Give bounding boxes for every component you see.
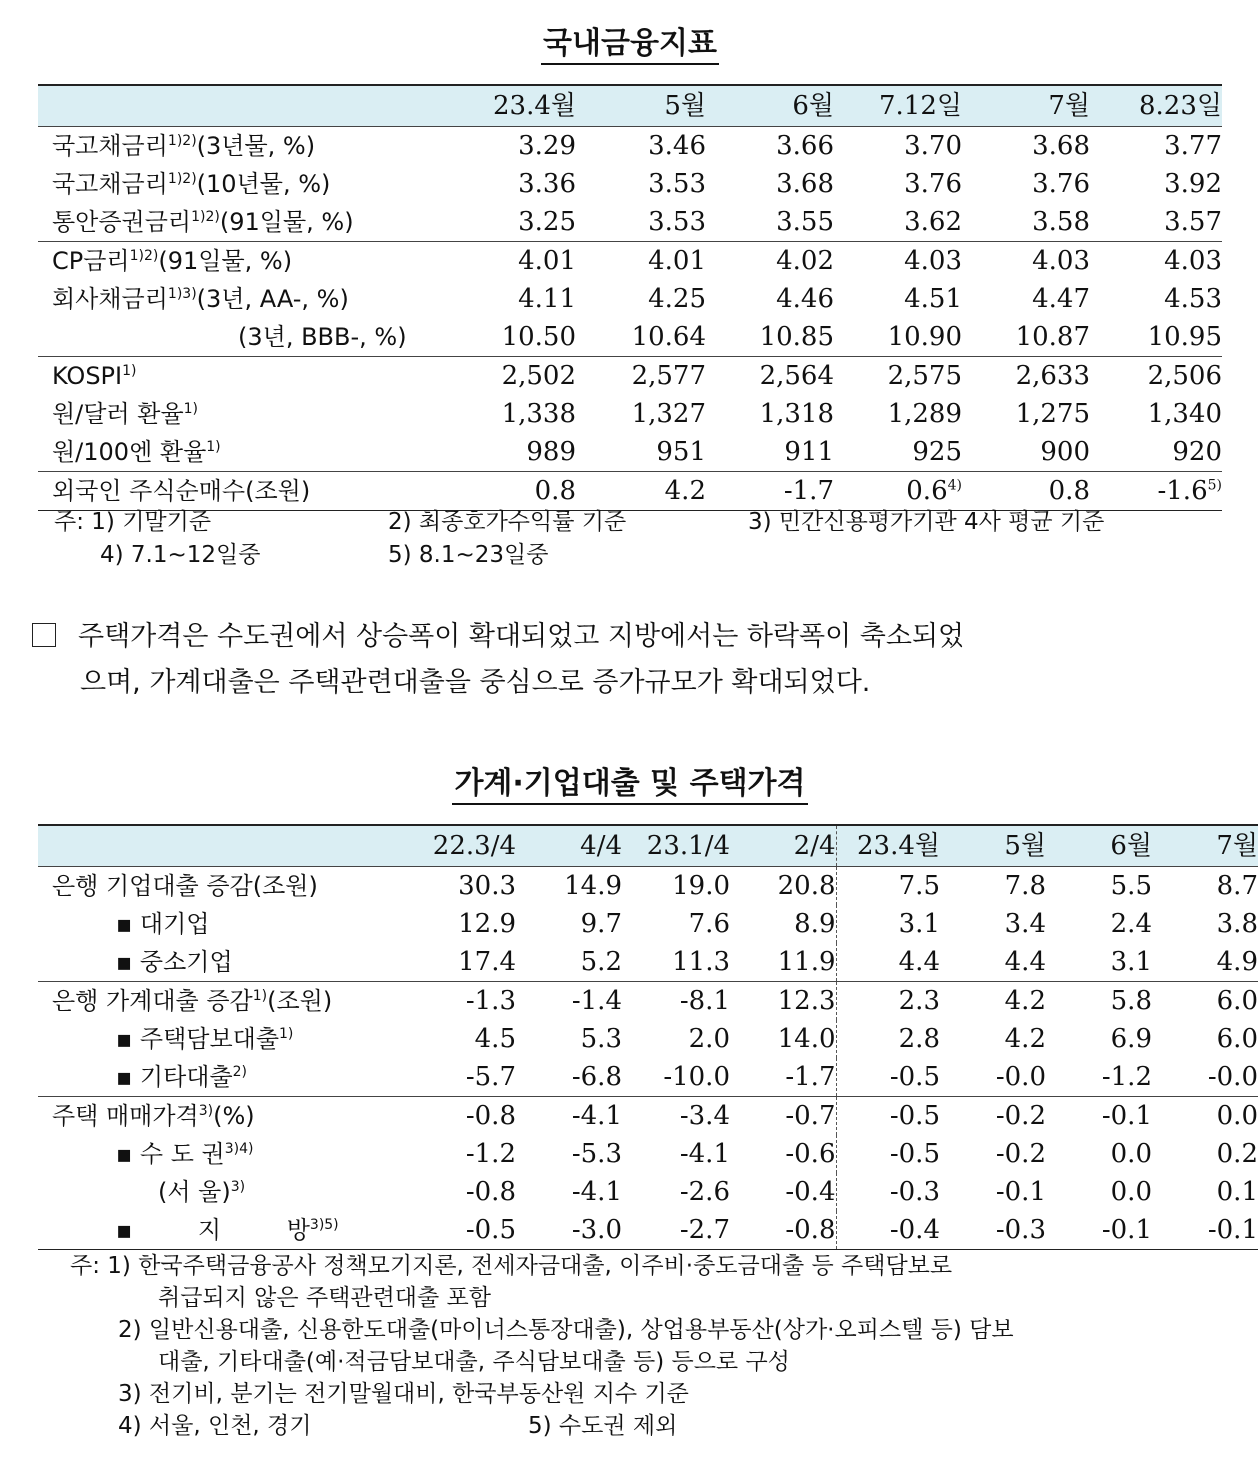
table-row: 국고채금리$^{1)2)}$(3년물, %) 3.29 3.46 3.66 3.70 3.68 3.77 [38, 127, 1222, 166]
table-row: 은행 가계대출 증감$^{1)}$(조원) -1.3 -1.4 -8.1 12.3 2.3 4.2 5.8 6.0 [38, 982, 1258, 1021]
table-row: (3년, BBB-, %) 10.50 10.64 10.85 10.90 10.87 10.95 [238, 322, 1222, 352]
col-header: 8.23일 [1090, 85, 1222, 127]
col-header: 23.4월 [442, 85, 576, 127]
col-header: 6월 [1046, 825, 1152, 867]
table1-note-4: 4) 7.1~12일중 [100, 542, 261, 568]
table-row: 외국인 주식순매수(조원) 0.8 4.2 -1.7 0.6$^{4)}$ 0.8 -1.6$^{5)}$ [38, 472, 1222, 511]
table1-note-1: 주: 1) 기말기준 [54, 509, 212, 535]
table2-note-5: 5) 수도권 제외 [528, 1413, 678, 1439]
table-row: 주택 매매가격$^{3)}$(%) -0.8 -4.1 -3.4 -0.7 -0.5 -0.2 -0.1 0.0 [38, 1097, 1258, 1136]
col-header: 2/4 [730, 825, 836, 867]
table-row: ▪ 중소기업 17.4 5.2 11.3 11.9 4.4 4.4 3.1 4.9 [38, 943, 1258, 982]
table1-note-2: 2) 최종호가수익률 기준 [388, 509, 627, 535]
table2-note-4: 4) 서울, 인천, 경기 [118, 1413, 312, 1439]
col-header: 6월 [706, 85, 834, 127]
table-row: 회사채금리$^{1)3)}$(3년, AA-, %) 4.11 4.25 4.46 4.51 4.47 4.53 [52, 284, 1222, 314]
summary-paragraph: 주택가격은 수도권에서 상승폭이 확대되었고 지방에서는 하락폭이 축소되었 으며, 가계대출은 주택관련대출을 중심으로 증가규모가 확대되었다. [32, 614, 1232, 706]
table2-note-1: 주: 1) 한국주택금융공사 정책모기지론, 전세자금대출, 이주비·중도금대출 등 주택담보로 [70, 1253, 953, 1279]
table-row: ▪ 대기업 12.9 9.7 7.6 8.9 3.1 3.4 2.4 3.8 [38, 905, 1258, 943]
col-header: 22.3/4 [378, 825, 516, 867]
table2-note-3: 3) 전기비, 분기는 전기말월대비, 한국부동산원 지수 기준 [118, 1381, 689, 1407]
table-header-row [38, 825, 1258, 867]
loans-housing-table [38, 824, 1258, 1250]
table1-note-3: 3) 민간신용평가기관 4사 평균 기준 [748, 509, 1105, 535]
table-row: (서 울)$^{3)}$ -0.8 -4.1 -2.6 -0.4 -0.3 -0.1 0.0 0.1 [38, 1173, 1258, 1211]
table1-title: 국내금융지표 [0, 18, 1260, 62]
col-header: 7월 [962, 85, 1090, 127]
table-row: ▪ 기타대출$^{2)}$ -5.7 -6.8 -10.0 -1.7 -0.5 -0.0 -1.2 -0.0 [38, 1058, 1258, 1097]
table-row: 통안증권금리$^{1)2)}$(91일물, %) 3.25 3.53 3.55 3.62 3.58 3.57 [52, 207, 1222, 237]
col-header: 23.1/4 [622, 825, 730, 867]
table2-note-2: 2) 일반신용대출, 신용한도대출(마이너스통장대출), 상업용부동산(상가·오피스텔 등) 담보 [118, 1317, 1014, 1343]
table-row: ▪ 지 방$^{3)5)}$ -0.5 -3.0 -2.7 -0.8 -0.4 -0.3 -0.1 -0.1 [38, 1211, 1258, 1250]
table-row: 원/100엔 환율$^{1)}$ 989 951 911 925 900 920 [52, 437, 1222, 467]
table-row: 은행 기업대출 증감(조원) 30.3 14.9 19.0 20.8 7.5 7.8 5.5 8.7 [38, 867, 1258, 906]
table-row: KOSPI$^{1)}$ 2,502 2,577 2,564 2,575 2,633 2,506 [38, 357, 1222, 396]
col-header: 5월 [940, 825, 1046, 867]
col-header: 4/4 [516, 825, 622, 867]
financial-indicators-table [38, 84, 1222, 511]
table-row: ▪ 수 도 권$^{3)4)}$ -1.2 -5.3 -4.1 -0.6 -0.5 -0.2 0.0 0.2 [38, 1135, 1258, 1173]
table-row: ▪ 주택담보대출$^{1)}$ 4.5 5.3 2.0 14.0 2.8 4.2 6.9 6.0 [38, 1020, 1258, 1058]
table-header-row [38, 85, 1222, 127]
col-header: 7월 [1152, 825, 1258, 867]
col-header: 7.12일 [834, 85, 962, 127]
table2-title: 가계·기업대출 및 주택가격 [0, 758, 1260, 802]
table1-note-5: 5) 8.1~23일중 [388, 542, 549, 568]
col-header: 5월 [576, 85, 706, 127]
table2-note-1-cont: 취급되지 않은 주택관련대출 포함 [158, 1285, 491, 1311]
table-row: 원/달러 환율$^{1)}$ 1,338 1,327 1,318 1,289 1,275 1,340 [52, 399, 1222, 429]
table2-note-2-cont: 대출, 기타대출(예·적금담보대출, 주식담보대출 등) 등으로 구성 [158, 1349, 790, 1375]
table-row: CP금리$^{1)2)}$(91일물, %) 4.01 4.01 4.02 4.03 4.03 4.03 [38, 242, 1222, 281]
table-row: 국고채금리$^{1)2)}$(10년물, %) 3.36 3.53 3.68 3.76 3.76 3.92 [52, 169, 1222, 199]
col-header: 23.4월 [836, 825, 940, 867]
checkbox-bullet [32, 623, 56, 647]
